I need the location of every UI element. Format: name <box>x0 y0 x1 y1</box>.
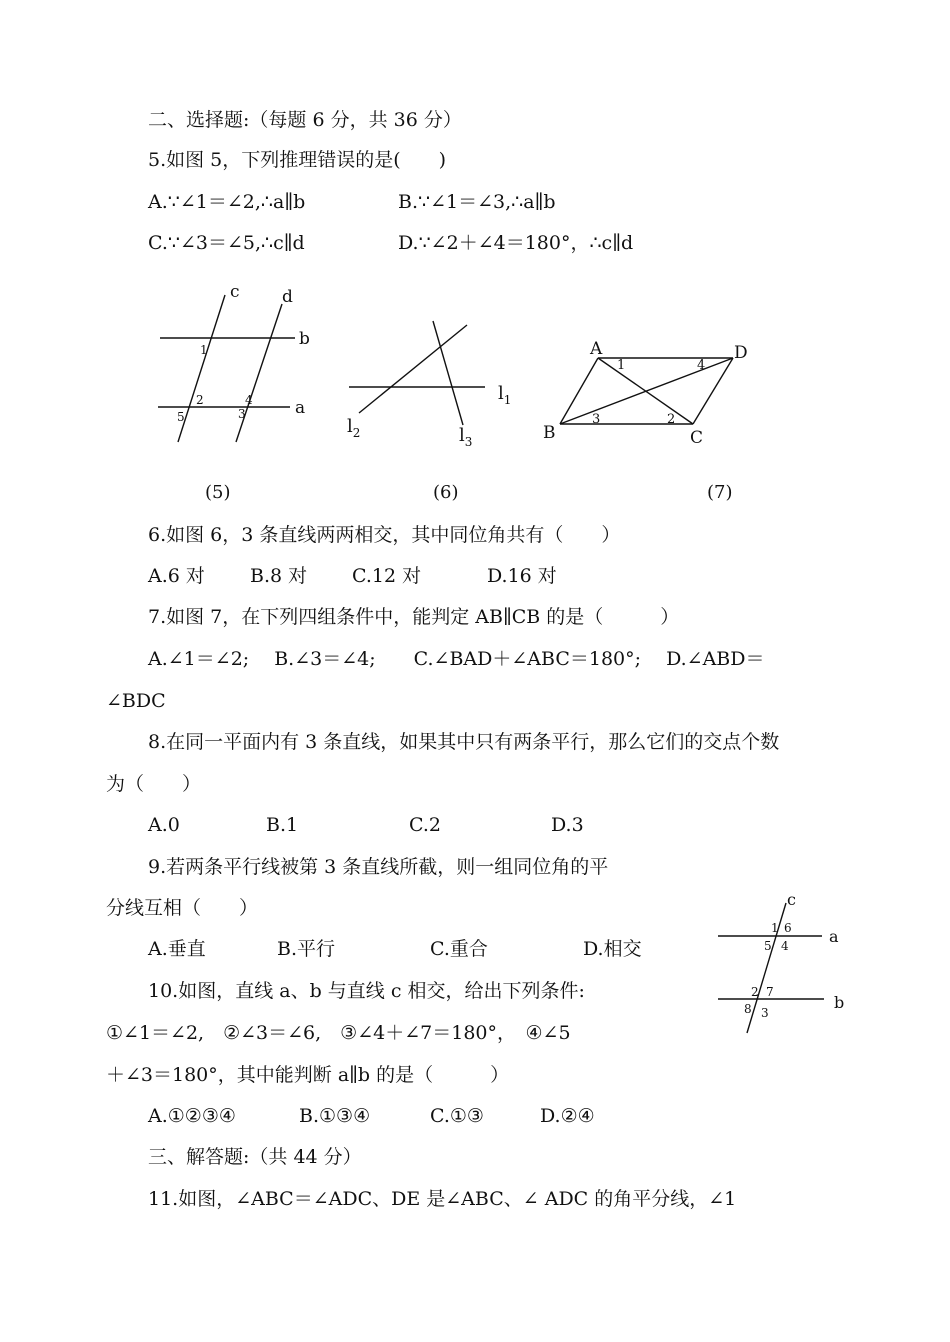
question-8-option-b: B.1 <box>266 814 299 836</box>
fig5-label-c: c <box>230 282 240 302</box>
question-7-options: A.∠1＝∠2; B.∠3＝∠4; C.∠BAD＋∠ABC＝180°; D.∠ABD＝ <box>148 648 765 670</box>
question-11-stem: 11.如图，∠ABC＝∠ADC、DE 是∠ABC、∠ ADC 的角平分线，∠1 <box>148 1188 737 1210</box>
fig10-angle-5: 5 <box>764 939 772 953</box>
fig7-angle-3: 3 <box>592 412 601 427</box>
section-heading-choice: 二、选择题:（每题 6 分，共 36 分） <box>148 109 462 131</box>
line-c <box>178 295 225 442</box>
question-8-option-c: C.2 <box>409 814 441 836</box>
question-9-option-c: C.重合 <box>430 938 488 960</box>
question-7-options-continued: ∠BDC <box>106 690 166 712</box>
figure-10-diagram <box>712 888 862 1038</box>
line-l2 <box>359 325 467 413</box>
fig7-angle-4: 4 <box>697 358 706 373</box>
fig6-label-l2: $l_2$ <box>347 416 361 440</box>
figure-7-caption: (7) <box>707 482 733 503</box>
figure-6-caption: (6) <box>433 482 459 503</box>
question-5-option-c: C.∵∠3＝∠5,∴c∥d <box>148 232 305 254</box>
question-6-option-b: B.8 对 <box>250 565 308 587</box>
question-9-stem-line1: 9.若两条平行线被第 3 条直线所截，则一组同位角的平 <box>148 856 609 878</box>
figure-6-diagram <box>345 318 525 458</box>
question-6-option-a: A.6 对 <box>148 565 205 587</box>
line-d <box>236 304 282 442</box>
question-8-option-a: A.0 <box>148 814 180 836</box>
question-5-option-d: D.∵∠2＋∠4＝180°，∴c∥d <box>398 232 634 254</box>
fig5-angle-1: 1 <box>200 343 208 357</box>
question-6-option-c: C.12 对 <box>352 565 422 587</box>
fig5-angle-4: 4 <box>245 393 253 407</box>
question-5-option-b: B.∵∠1＝∠3,∴a∥b <box>398 191 556 213</box>
fig7-label-B: B <box>543 423 556 443</box>
fig10-label-b: b <box>834 993 845 1012</box>
figure-7-diagram <box>540 334 770 454</box>
question-8-stem-line1: 8.在同一平面内有 3 条直线，如果其中只有两条平行，那么它们的交点个数 <box>148 731 780 753</box>
fig7-angle-2: 2 <box>667 412 676 427</box>
question-6-option-d: D.16 对 <box>487 565 557 587</box>
fig10-angle-2: 2 <box>751 985 759 999</box>
fig6-label-l1: $l_1$ <box>498 383 512 407</box>
question-9-option-b: B.平行 <box>277 938 336 960</box>
fig7-label-A: A <box>590 339 603 359</box>
question-9-stem-line2: 分线互相（ ） <box>106 897 259 919</box>
question-10-conditions-line1: ①∠1＝∠2, ②∠3＝∠6, ③∠4＋∠7＝180°， ④∠5 <box>106 1022 571 1044</box>
question-8-option-d: D.3 <box>551 814 584 836</box>
fig5-label-a: a <box>295 398 306 418</box>
fig7-label-D: D <box>734 343 748 363</box>
fig10-angle-3: 3 <box>761 1006 769 1020</box>
fig10-label-c: c <box>787 890 796 909</box>
fig10-angle-1: 1 <box>771 921 779 935</box>
line-l3 <box>433 321 463 425</box>
fig6-label-l3: $l_3$ <box>459 425 473 449</box>
question-8-stem-line2: 为（ ） <box>106 773 202 795</box>
question-7-stem: 7.如图 7，在下列四组条件中，能判定 AB∥CB 的是（ ） <box>148 606 680 628</box>
fig7-label-C: C <box>690 428 704 448</box>
fig7-angle-1: 1 <box>617 358 626 373</box>
question-10-stem: 10.如图，直线 a、b 与直线 c 相交，给出下列条件: <box>148 980 585 1002</box>
question-10-option-a: A.①②③④ <box>148 1105 236 1127</box>
fig10-label-a: a <box>829 927 839 946</box>
section-heading-answers: 三、解答题:（共 44 分） <box>148 1146 362 1168</box>
question-9-option-d: D.相交 <box>583 938 642 960</box>
fig5-label-d: d <box>282 287 293 307</box>
fig10-angle-7: 7 <box>766 985 774 999</box>
question-10-option-c: C.①③ <box>430 1105 484 1127</box>
question-5-option-a: A.∵∠1＝∠2,∴a∥b <box>148 191 306 213</box>
question-10-option-b: B.①③④ <box>299 1105 371 1127</box>
figure-5-caption: (5) <box>205 482 231 503</box>
fig10-angle-8: 8 <box>744 1002 752 1016</box>
fig5-label-b: b <box>299 329 310 349</box>
question-6-stem: 6.如图 6，3 条直线两两相交，其中同位角共有（ ） <box>148 524 621 546</box>
segment-BD <box>560 358 733 424</box>
fig10-angle-6: 6 <box>784 921 792 935</box>
fig5-angle-3: 3 <box>238 407 246 421</box>
fig5-angle-2: 2 <box>196 393 204 407</box>
fig10-angle-4: 4 <box>781 939 789 953</box>
question-10-option-d: D.②④ <box>540 1105 595 1127</box>
question-9-option-a: A.垂直 <box>148 938 206 960</box>
question-5-stem: 5.如图 5，下列推理错误的是( ) <box>148 149 447 171</box>
question-10-conditions-line2: ＋∠3＝180°，其中能判断 a∥b 的是（ ） <box>106 1064 510 1086</box>
fig5-angle-5: 5 <box>177 410 185 424</box>
